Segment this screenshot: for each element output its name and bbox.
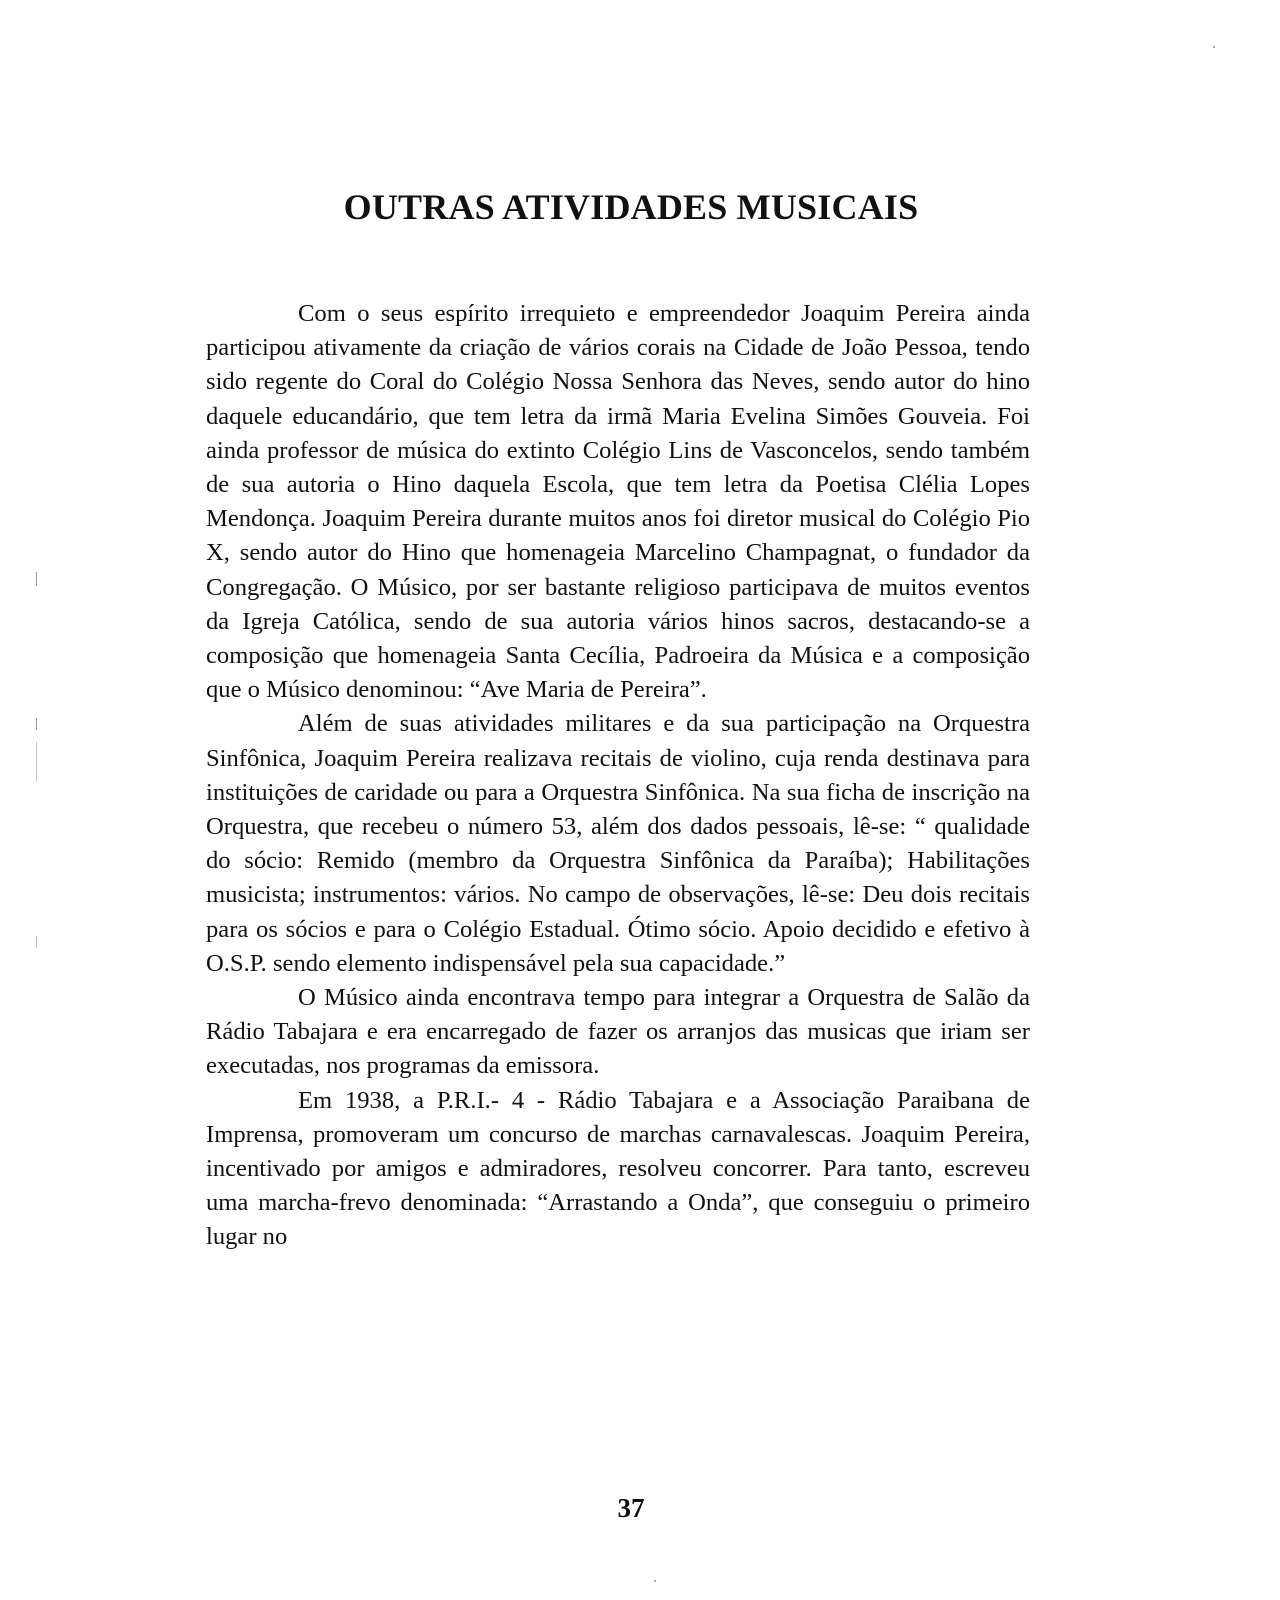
scan-artifact-mark <box>36 742 37 782</box>
page-number: 37 <box>617 1493 645 1523</box>
scan-artifact-mark <box>36 936 37 948</box>
scan-artifact-mark <box>36 572 37 586</box>
scan-artifact-mark <box>36 718 37 730</box>
paragraph-4: Em 1938, a P.R.I.- 4 - Rádio Tabajara e a Associação Paraibana de Imprensa, promoveram um concurso de marchas carnavalescas. Joaquim Pereira, incentivado por amigos e admiradores, resolveu concorrer. Para tanto, escreveu uma marcha-frevo denominada: “Arrastando a Onda”, que conseguiu o primeiro lugar no <box>206 1086 1030 1251</box>
paragraph-1: Com o seus espírito irrequieto e empreendedor Joaquim Pereira ainda participou ativamente da criação de vários corais na Cidade de João Pessoa, tendo sido regente do Coral do Colégio Nossa Senhora das Neves, sendo autor do hino daquele educandário, que tem letra da irmã Maria Evelina Simões Gouveia. Foi ainda professor de música do extinto Colégio Lins de Vasconcelos, sendo também de sua autoria o Hino daquela Escola, que tem letra da Poetisa Clélia Lopes Mendonça. Joaquim Pereira durante muitos anos foi diretor musical do Colégio Pio X, sendo autor do Hino que homenageia Marcelino Champagnat, o fundador da Congregação. O Músico, por ser bastante religioso participava de muitos eventos da Igreja Católica, sendo de sua autoria vários hinos sacros, destacando-se a composição que homenageia Santa Cecília, Padroeira da Música e a composição que o Músico denominou: “Ave Maria de Pereira”. <box>206 300 1030 704</box>
body-text <box>206 297 1030 1255</box>
paragraph-3: O Músico ainda encontrava tempo para integrar a Orquestra de Salão da Rádio Tabajara e era encarregado de fazer os arranjos das musicas que iriam ser executadas, nos programas da emissora. <box>206 984 1030 1080</box>
page-title: OUTRAS ATIVIDADES MUSICAIS <box>343 187 919 227</box>
paragraph-2: Além de suas atividades militares e da sua participação na Orquestra Sinfônica, Joaquim Pereira realizava recitais de violino, cuja renda destinava para instituições de caridade ou para a Orquestra Sinfônica. Na sua ficha de inscrição na Orquestra, que recebeu o número 53, além dos dados pessoais, lê-se: “ qualidade do sócio: Remido (membro da Orquestra Sinfônica da Paraíba); Habilitações musicista; instrumentos: vários. No campo de observações, lê-se: Deu dois recitais para os sócios e para o Colégio Estadual. Ótimo sócio. Apoio decidido e efetivo à O.S.P. sendo elemento indispensável pela sua capacidade.” <box>206 710 1030 977</box>
scan-artifact-dot <box>654 1580 656 1582</box>
scan-artifact-dot <box>1213 46 1215 48</box>
